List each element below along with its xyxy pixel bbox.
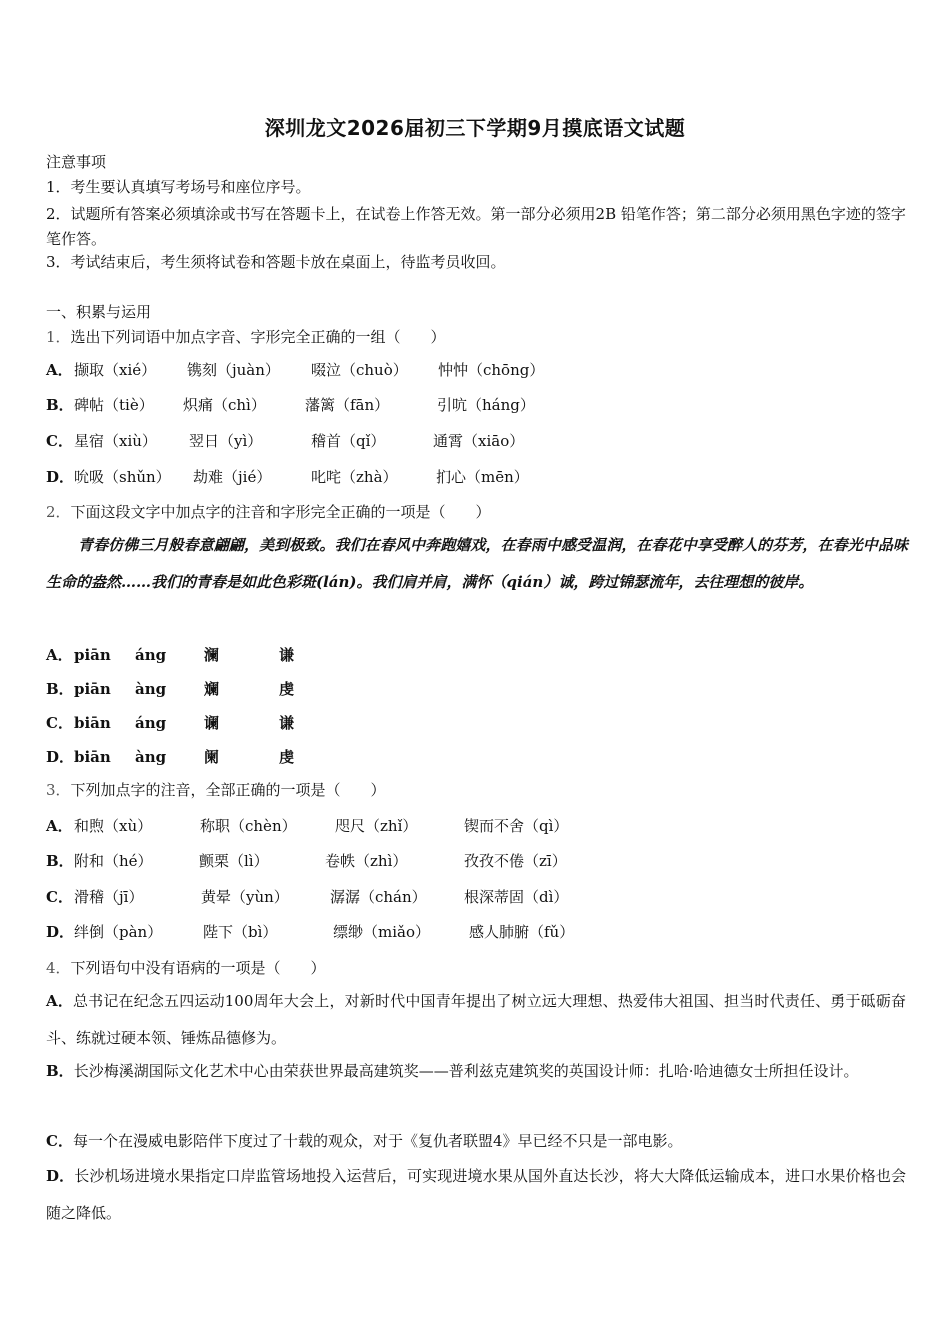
question-4-stem <box>46 958 906 978</box>
q1-option-d-item: 劫难（jié） <box>193 468 272 486</box>
q2-option-d-item: 阑 <box>204 748 220 766</box>
option-label: B． <box>46 1062 74 1080</box>
q2-option-c-item: 谦 <box>279 714 295 732</box>
q1-option-b-item: 引吭（háng） <box>437 396 535 414</box>
q1-option-d-label: D． <box>46 468 75 486</box>
question-2-stem <box>46 502 906 522</box>
q2-option-a-item: 谦 <box>279 646 295 664</box>
q2-option-b-item: piān <box>74 680 111 698</box>
question-number: 1． <box>46 328 71 346</box>
q3-option-a-item: 锲而不舍（qì） <box>464 817 569 835</box>
q2-option-c-label: C． <box>46 714 73 732</box>
q4-option-d <box>46 1158 906 1232</box>
q2-option-b-item: 斓 <box>204 680 220 698</box>
q2-option-c-item: 谰 <box>204 714 220 732</box>
q1-option-c-item: 稽首（qǐ） <box>311 432 386 450</box>
q3-option-a-label: A． <box>46 817 73 835</box>
q3-option-d-item: 陛下（bì） <box>203 923 278 941</box>
q3-option-c-label: C． <box>46 888 73 906</box>
q3-option-b-item: 孜孜不倦（zī） <box>464 852 567 870</box>
q3-option-c-item: 潺潺（chán） <box>330 888 427 906</box>
q1-option-a-item: 啜泣（chuò） <box>311 361 408 379</box>
q3-option-d-item: 绊倒（pàn） <box>74 923 163 941</box>
q1-option-b-item: 炽痛（chì） <box>183 396 266 414</box>
question-text: 下面这段文字中加点字的注音和字形完全正确的一项是（ ） <box>70 503 491 521</box>
q1-option-c-item: 翌日（yì） <box>189 432 263 450</box>
question-3-stem <box>46 780 906 800</box>
q2-option-a-item: piān <box>74 646 111 664</box>
option-text: 长沙机场进境水果指定口岸监管场地投入运营后，可实现进境水果从国外直达长沙，将大大降低运输成本，进口水果价格也会随之降低。 <box>46 1167 906 1222</box>
question-text: 选出下列词语中加点字音、字形完全正确的一组（ ） <box>70 328 446 346</box>
option-label: C． <box>46 1132 73 1150</box>
question-number: 3． <box>46 781 71 799</box>
q4-option-c <box>46 1123 906 1160</box>
option-text: 总书记在纪念五四运动100周年大会上，对新时代中国青年提出了树立远大理想、热爱伟大祖国、担当时代责任、勇于砥砺奋斗、练就过硬本领、锤炼品德修为。 <box>46 992 907 1047</box>
q4-option-b <box>46 1053 906 1090</box>
q3-option-a-item: 和煦（xù） <box>74 817 153 835</box>
question-1-stem <box>46 327 906 347</box>
q2-option-b-label: B． <box>46 680 74 698</box>
q2-option-c-item: áng <box>135 714 167 732</box>
q1-option-b-item: 藩篱（fān） <box>305 396 390 414</box>
q2-option-d-item: 虔 <box>279 748 295 766</box>
q2-option-d-item: àng <box>135 748 167 766</box>
q2-passage: 青春仿佛三月般春意翩翩，美到极致。我们在春风中奔跑嬉戏，在春雨中感受温润，在春花中享受醉人的芬芳，在春光中品味生命的盎然……我们的青春是如此色彩斑(lán)。我们肩并肩，满怀（qián）诚，跨过锦瑟流年，去往理想的彼岸。 <box>46 536 908 591</box>
section-heading: 一、积累与运用 <box>46 303 152 321</box>
option-text: 每一个在漫威电影陪伴下度过了十载的观众，对于《复仇者联盟4》早已经不只是一部电影。 <box>72 1132 683 1150</box>
question-text: 下列语句中没有语病的一项是（ ） <box>70 959 326 977</box>
option-text: 长沙梅溪湖国际文化艺术中心由荣获世界最高建筑奖——普利兹克建筑奖的英国设计师：扎哈·哈迪德女士所担任设计。 <box>73 1062 859 1080</box>
q3-option-c-item: 滑稽（jī） <box>74 888 144 906</box>
notice-item-3: 3．考试结束后，考生须将试卷和答题卡放在桌面上，待监考员收回。 <box>46 253 506 271</box>
q2-option-a-item: áng <box>135 646 167 664</box>
q3-option-d-label: D． <box>46 923 75 941</box>
q1-option-d-item: 叱咤（zhà） <box>311 468 398 486</box>
q3-option-b-item: 颤栗（lì） <box>199 852 269 870</box>
q2-option-a-label: A． <box>46 646 73 664</box>
q3-option-c-item: 黄晕（yùn） <box>201 888 289 906</box>
q2-option-b-item: 虔 <box>279 680 295 698</box>
q3-option-d-item: 缥缈（miǎo） <box>333 923 430 941</box>
q1-option-a-item: 撷取（xié） <box>74 361 157 379</box>
q3-option-a-item: 咫尺（zhǐ） <box>335 817 418 835</box>
q2-option-b-item: àng <box>135 680 167 698</box>
q1-option-b-label: B． <box>46 396 74 414</box>
q1-option-a-item: 镌刻（juàn） <box>187 361 280 379</box>
q3-option-b-item: 附和（hé） <box>74 852 153 870</box>
option-label: A． <box>46 992 73 1010</box>
q1-option-b-item: 碑帖（tiè） <box>74 396 154 414</box>
q2-option-d-label: D． <box>46 748 75 766</box>
q1-option-c-label: C． <box>46 432 73 450</box>
q1-option-c-item: 星宿（xiù） <box>74 432 157 450</box>
notice-item-2: 2．试题所有答案必须填涂或书写在答题卡上，在试卷上作答无效。第一部分必须用2B 铅笔作答；第二部分必须用黑色字迹的签字笔作答。 <box>46 205 906 248</box>
page-title: 深圳龙文2026届初三下学期9月摸底语文试题 <box>264 116 686 140</box>
q1-option-d-item: 扪心（mēn） <box>436 468 529 486</box>
q2-option-c-item: biān <box>74 714 111 732</box>
q1-option-a-label: A． <box>46 361 73 379</box>
q1-option-a-item: 忡忡（chōng） <box>438 361 545 379</box>
q3-option-d-item: 感人肺腑（fǔ） <box>469 923 575 941</box>
question-number: 4． <box>46 959 71 977</box>
q3-option-c-item: 根深蒂固（dì） <box>464 888 569 906</box>
q2-option-d-item: biān <box>74 748 111 766</box>
notice-item-1: 1．考生要认真填写考场号和座位序号。 <box>46 178 311 196</box>
q4-option-a <box>46 983 906 1057</box>
q3-option-a-item: 称职（chèn） <box>200 817 297 835</box>
q3-option-b-item: 卷帙（zhì） <box>325 852 408 870</box>
option-label: D． <box>46 1167 75 1185</box>
q1-option-d-item: 吮吸（shǔn） <box>74 468 171 486</box>
question-number: 2． <box>46 503 71 521</box>
question-text: 下列加点字的注音，全部正确的一项是（ ） <box>70 781 386 799</box>
q3-option-b-label: B． <box>46 852 74 870</box>
notice-heading: 注意事项 <box>46 153 107 171</box>
q1-option-c-item: 通霄（xiāo） <box>433 432 525 450</box>
q2-option-a-item: 澜 <box>204 646 220 664</box>
